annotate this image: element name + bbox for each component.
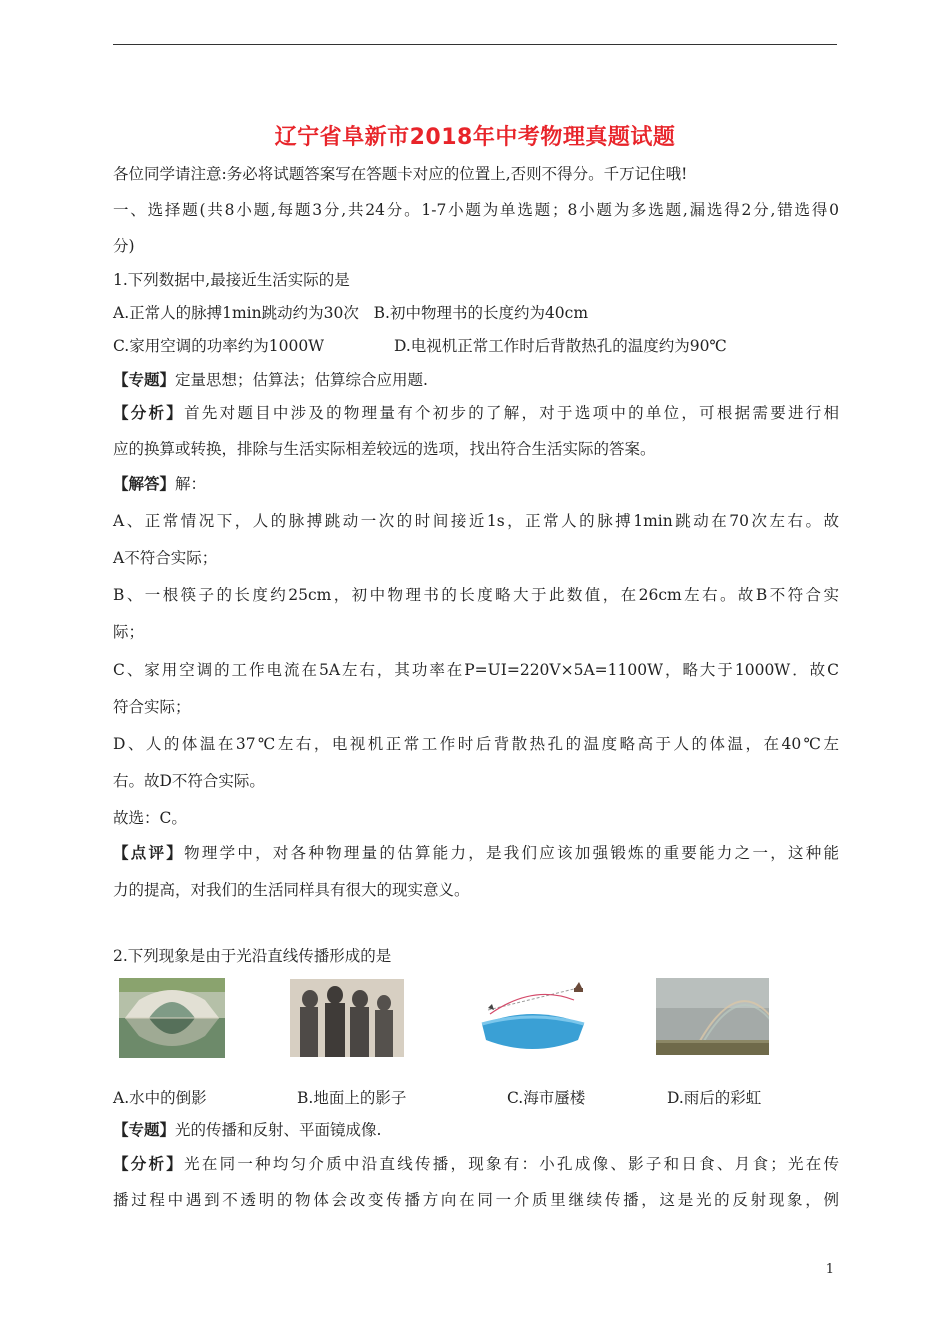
q1-d-line1: D、人的体温在37℃左右，电视机正常工作时后背散热孔的温度略高于人的体温，在40℃左: [113, 735, 839, 753]
shadows-image: [290, 979, 404, 1057]
page-title: 辽宁省阜新市2018年中考物理真题试题: [274, 125, 676, 150]
mirage-image: [478, 980, 588, 1060]
q2-topic: [113, 1118, 381, 1140]
q2-option-a: A.水中的倒影: [113, 1089, 207, 1107]
analysis-tag: 【分析】: [113, 403, 185, 422]
answer-tag: 【解答】: [113, 474, 176, 493]
analysis-text: 光在同一种均匀介质中沿直线传播，现象有：小孔成像、影子和日食、月食；光在传: [184, 1155, 839, 1173]
analysis-tag: 【分析】: [113, 1154, 185, 1173]
q1-a-line1: A、正常情况下，人的脉搏跳动一次的时间接近1s，正常人的脉搏1min跳动在70次左右。故: [113, 512, 839, 530]
answer-text: 解：: [175, 475, 207, 493]
q1-c-line1: C、家用空调的工作电流在5A左右，其功率在P=UI=220V×5A=1100W，略大于1000W．故C: [113, 661, 839, 679]
bridge-reflection-image: [119, 978, 225, 1058]
q2-option-c: C.海市蜃楼: [507, 1089, 586, 1107]
q1-topic: [113, 368, 428, 390]
rainbow-image: [656, 978, 769, 1055]
section-heading-line1: 一、选择题(共8小题,每题3分,共24分。1-7小题为单选题；8小题为多选题,漏选得2分,错选得0: [113, 201, 839, 219]
page-number: 1: [825, 1262, 834, 1277]
q1-b-line2: 际；: [113, 623, 145, 641]
q1-option-d: D.电视机正常工作时后背散热孔的温度约为90℃: [394, 337, 727, 355]
q1-choice: 故选：C。: [113, 809, 187, 827]
section-heading-line2: 分): [113, 237, 135, 255]
q2-analysis-line1: [113, 1152, 839, 1174]
analysis-text: 首先对题目中涉及的物理量有个初步的了解，对于选项中的单位，可根据需要进行相: [184, 404, 839, 422]
topic-tag: 【专题】: [113, 370, 176, 389]
q1-c-line2: 符合实际；: [113, 698, 191, 716]
topic-text: 定量思想；估算法；估算综合应用题.: [175, 371, 428, 389]
q1-analysis-line1: [113, 401, 839, 423]
q2-option-d: D.雨后的彩虹: [667, 1089, 762, 1107]
comment-text: 物理学中，对各种物理量的估算能力，是我们应该加强锻炼的重要能力之一，这种能: [184, 844, 839, 862]
q2-option-b: B.地面上的影子: [297, 1089, 407, 1107]
header-rule: [113, 44, 837, 45]
q1-d-line2: 右。故D不符合实际。: [113, 772, 265, 790]
q1-a-line2: A不符合实际；: [113, 549, 218, 567]
q1-answer: [113, 472, 206, 494]
notice: 各位同学请注意:务必将试题答案写在答题卡对应的位置上,否则不得分。千万记住哦!: [113, 165, 688, 183]
topic-tag: 【专题】: [113, 1120, 176, 1139]
q2-analysis-line2: 播过程中遇到不透明的物体会改变传播方向在同一介质里继续传播，这是光的反射现象，例: [113, 1191, 839, 1209]
q1-options-ab: A.正常人的脉搏1min跳动约为30次 B.初中物理书的长度约为40cm: [113, 304, 589, 322]
q1-analysis-line2: 应的换算或转换，排除与生活实际相差较远的选项，找出符合生活实际的答案。: [113, 440, 656, 458]
q2-stem: 2.下列现象是由于光沿直线传播形成的是: [113, 947, 392, 965]
q1-stem: 1.下列数据中,最接近生活实际的是: [113, 271, 350, 289]
comment-tag: 【点评】: [113, 843, 185, 862]
q1-comment-line1: [113, 841, 839, 863]
q1-comment-line2: 力的提高，对我们的生活同样具有很大的现实意义。: [113, 881, 470, 899]
q1-option-c: C.家用空调的功率约为1000W: [113, 337, 325, 355]
q1-b-line1: B、一根筷子的长度约25cm，初中物理书的长度略大于此数值，在26cm左右。故B不符合实: [113, 586, 839, 604]
topic-text: 光的传播和反射、平面镜成像.: [175, 1121, 382, 1139]
